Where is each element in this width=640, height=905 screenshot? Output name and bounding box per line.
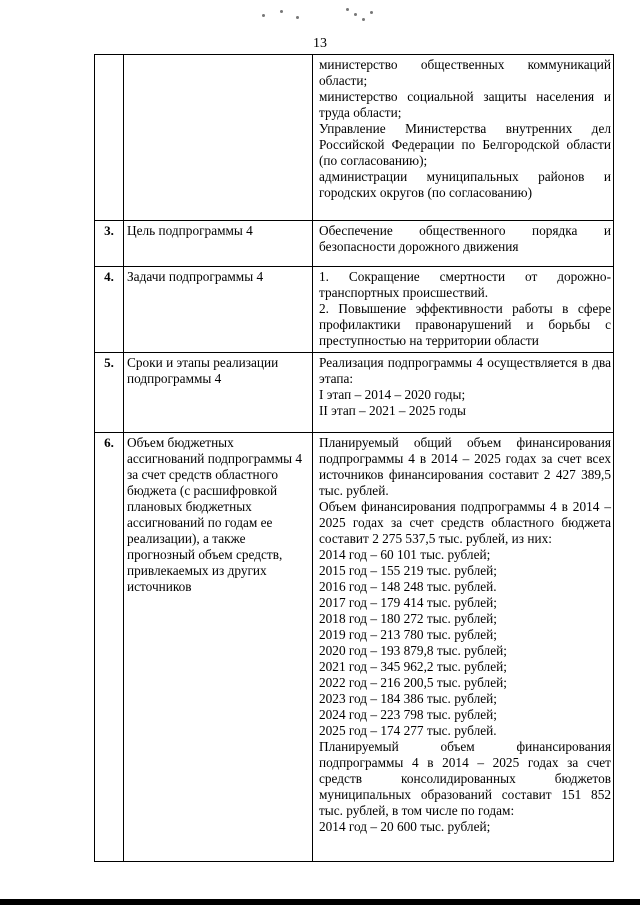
row-label: [124, 55, 313, 221]
content-line: 2023 год – 184 386 тыс. рублей;: [319, 691, 497, 706]
row-number: 6.: [95, 433, 124, 862]
scan-artifact: [258, 4, 398, 26]
content-line: I этап – 2014 – 2020 годы;: [319, 387, 466, 402]
page-number: 13: [313, 36, 327, 51]
table-row: [95, 221, 614, 267]
content-line: Планируемый объем финансирования подпрограммы 4 в 2014 – 2025 годах за счет средств консолидированных бюджетов муниципальных образований составит 151 852 тыс. рублей, в том числе по годам:: [319, 739, 611, 818]
row-content: [313, 221, 614, 267]
content-line: Объем финансирования подпрограммы 4 в 2014 – 2025 годах за счет средств областного бюджета составит 2 275 537,5 тыс. рублей, из них:: [319, 499, 611, 546]
content-line: 2015 год – 155 219 тыс. рублей;: [319, 563, 497, 578]
content-line: Обеспечение общественного порядка и безопасности дорожного движения: [319, 223, 611, 254]
row-label: Объем бюджетных ассигнований подпрограммы 4 за счет средств областного бюджета (с расшифровкой плановых бюджетных ассигнований по годам ее реализации), а также прогнозный объем средств, привлекаемых из других источников: [124, 433, 313, 862]
content-line: 2024 год – 223 798 тыс. рублей;: [319, 707, 497, 722]
content-line: 2016 год – 148 248 тыс. рублей.: [319, 579, 497, 594]
content-line: 1. Сокращение смертности от дорожно-транспортных происшествий.: [319, 269, 611, 300]
content-line: 2014 год – 60 101 тыс. рублей;: [319, 547, 491, 562]
row-content: [313, 267, 614, 353]
content-line: администрации муниципальных районов и городских округов (по согласованию): [319, 169, 611, 200]
table-row: [95, 267, 614, 353]
row-label: Цель подпрограммы 4: [124, 221, 313, 267]
content-line: 2022 год – 216 200,5 тыс. рублей;: [319, 675, 507, 690]
row-content: [313, 55, 614, 221]
content-line: 2019 год – 213 780 тыс. рублей;: [319, 627, 497, 642]
row-label: Задачи подпрограммы 4: [124, 267, 313, 353]
content-line: 2020 год – 193 879,8 тыс. рублей;: [319, 643, 507, 658]
passport-table: [94, 54, 614, 862]
content-line: Управление Министерства внутренних дел Российской Федерации по Белгородской области (по согласованию);: [319, 121, 611, 168]
content-line: 2014 год – 20 600 тыс. рублей;: [319, 819, 491, 834]
content-line: Реализация подпрограммы 4 осуществляется в два этапа:: [319, 355, 611, 386]
content-line: 2021 год – 345 962,2 тыс. рублей;: [319, 659, 507, 674]
row-number: [95, 55, 124, 221]
content-line: министерство социальной защиты населения и труда области;: [319, 89, 611, 120]
page-bottom-edge: [0, 899, 640, 905]
table-row: [95, 55, 614, 221]
content-line: 2018 год – 180 272 тыс. рублей;: [319, 611, 497, 626]
content-line: II этап – 2021 – 2025 годы: [319, 403, 466, 418]
content-line: 2025 год – 174 277 тыс. рублей.: [319, 723, 497, 738]
row-number: 3.: [95, 221, 124, 267]
table-row: [95, 353, 614, 433]
row-number: 5.: [95, 353, 124, 433]
table-row: [95, 433, 614, 862]
content-line: министерство общественных коммуникаций области;: [319, 57, 611, 88]
content-line: Планируемый общий объем финансирования подпрограммы 4 в 2014 – 2025 годах за счет всех источников финансирования составит 2 427 389,5 тыс. рублей.: [319, 435, 611, 498]
content-line: 2. Повышение эффективности работы в сфере профилактики правонарушений и борьбы с преступностью на территории области: [319, 301, 611, 348]
row-label: Сроки и этапы реализации подпрограммы 4: [124, 353, 313, 433]
row-content: [313, 433, 614, 862]
row-number: 4.: [95, 267, 124, 353]
row-content: [313, 353, 614, 433]
content-line: 2017 год – 179 414 тыс. рублей;: [319, 595, 497, 610]
